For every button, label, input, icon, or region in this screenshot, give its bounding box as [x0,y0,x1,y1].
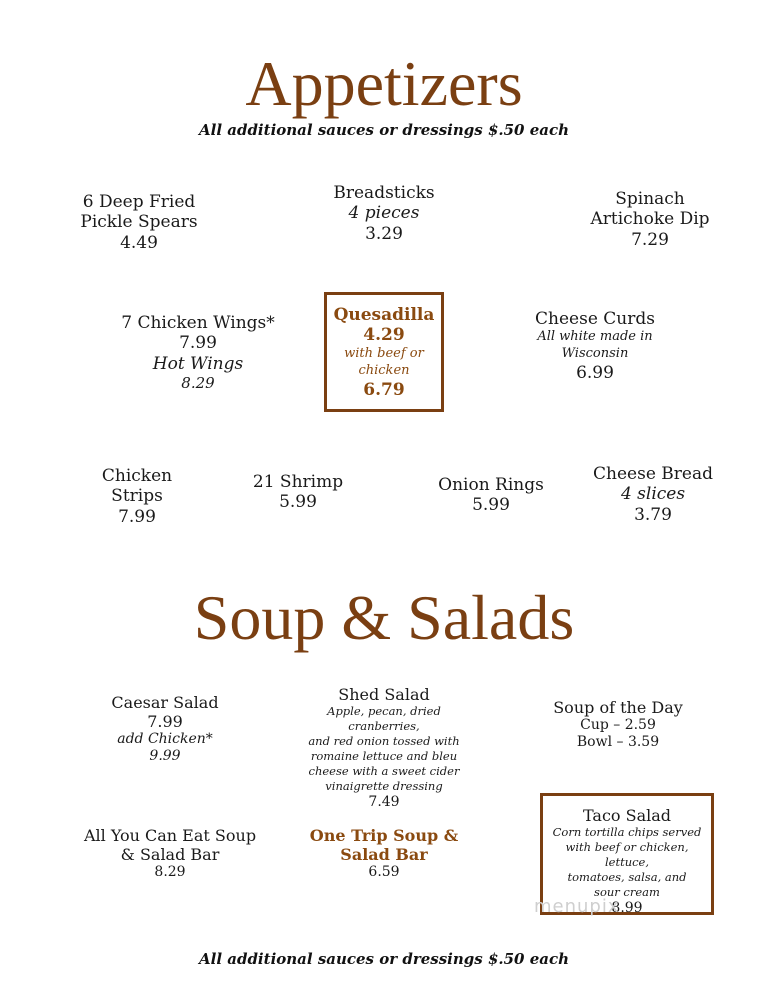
item-name: Pickle Spears [80,212,198,233]
item-name: Soup of the Day [553,698,683,717]
menu-item-chicken-wings [118,313,278,392]
watermark: menupix [534,896,620,917]
item-name: Salad Bar [340,845,428,865]
item-sub-price: 8.29 [181,374,215,393]
item-name: Cheese Curds [535,309,655,329]
menu-item-all-you-can-eat [80,826,260,881]
item-price: 5.99 [472,495,510,516]
menu-item-onion-rings [426,475,556,516]
item-price: 8.99 [611,899,643,916]
menu-item-shrimp [238,472,358,513]
item-name: One Trip Soup & [309,826,459,845]
item-name: 21 Shrimp [252,472,344,492]
menu-item-soup-of-day [543,698,693,751]
item-price: 3.79 [634,504,672,525]
item-name: Quesadilla [333,305,435,325]
item-price: 3.29 [365,223,403,244]
item-price: 8.29 [154,864,186,881]
item-price: 4.49 [120,232,158,253]
item-desc-line: romaine lettuce and bleu [310,749,458,763]
item-desc-line: Corn tortilla chips served [552,825,702,840]
item-name: Shed Salad [338,685,430,704]
item-price: 7.29 [631,229,669,250]
item-price: 5.99 [279,492,317,513]
item-subtitle: add Chicken* [117,731,213,748]
item-sub-price: 6.79 [363,379,405,400]
item-desc-line: with beef or chicken, lettuce, [565,840,689,870]
item-name: All You Can Eat Soup [83,826,257,845]
menu-item-cheese-bread [588,464,718,525]
item-name: Onion Rings [438,475,544,495]
menu-item-pickle-spears [64,192,214,253]
item-desc-line: cheese with a sweet cider [308,763,460,778]
menu-item-shed-salad [290,685,478,811]
item-name: Artichoke Dip [590,209,710,230]
item-price: 7.49 [368,793,400,810]
item-price: 4.29 [363,325,405,346]
menu-item-caesar-salad [100,693,230,765]
item-subtitle: 4 slices [620,484,686,505]
item-price: 7.99 [118,506,156,527]
item-name: Chicken [101,466,173,486]
sauces-note-top: All additional sauces or dressings $.50 each [198,121,569,139]
item-name: Cheese Bread [593,464,713,484]
item-price: 7.99 [147,712,183,732]
item-name: 7 Chicken Wings* [121,313,275,333]
item-sub-price: 9.99 [149,748,181,765]
item-desc-line: tomatoes, salsa, and [567,870,687,884]
item-price: 6.99 [576,363,614,384]
item-subtitle: Hot Wings [152,353,244,374]
appetizers-title: Appetizers [245,48,523,119]
item-subtitle: All white made in [537,329,653,345]
item-subtitle: chicken [358,362,410,378]
item-desc-line: sour cream [594,884,660,899]
menu-item-cheese-curds [520,309,670,384]
item-name: 6 Deep Fried [82,192,196,212]
soup-salads-title: Soup & Salads [193,582,575,653]
item-price: 6.59 [368,864,400,881]
item-name: Breadsticks [333,183,435,203]
menu-item-breadsticks [309,183,459,244]
soup-bowl-price: Bowl – 3.59 [576,733,660,750]
item-name: Spinach [615,189,685,209]
item-name: Taco Salad [582,806,672,825]
item-name: Caesar Salad [111,693,219,712]
item-desc-line: Apple, pecan, dried cranberries, [327,704,441,734]
menu-item-chicken-strips [87,466,187,527]
menu-item-spinach-dip [570,189,730,250]
item-desc-line: and red onion tossed with [308,734,460,749]
item-name: Strips [111,486,163,507]
sauces-note-bottom: All additional sauces or dressings $.50 each [198,950,569,968]
soup-cup-price: Cup – 2.59 [580,717,656,734]
item-subtitle: Wisconsin [561,346,629,362]
item-price: 7.99 [179,333,217,354]
menu-item-one-trip [298,826,470,881]
item-desc-line: vinaigrette dressing [325,778,443,793]
item-name: & Salad Bar [120,845,220,865]
quesadilla-box [324,292,444,412]
item-subtitle: with beef or [344,345,424,361]
item-subtitle: 4 pieces [348,203,420,224]
